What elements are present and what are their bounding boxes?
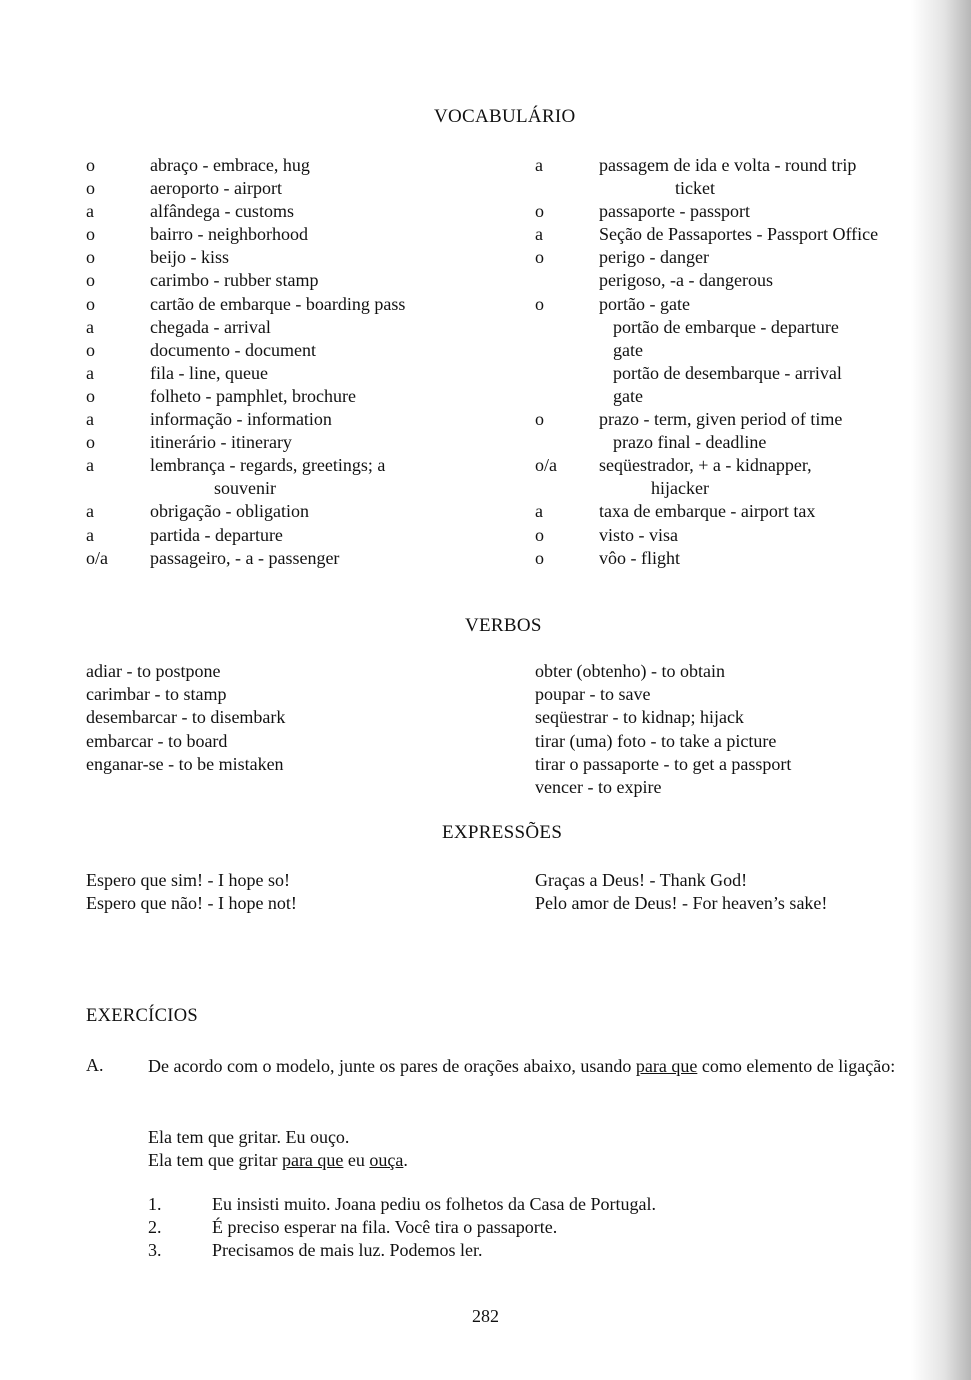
vocab-entry (535, 547, 935, 570)
vocab-entry (86, 269, 526, 292)
vocab-article: a (86, 455, 94, 476)
vocab-article: a (86, 316, 94, 337)
vocab-term: hijacker (651, 478, 709, 499)
vocab-entry (86, 316, 526, 339)
vocab-term: obrigação - obligation (150, 501, 309, 522)
vocab-entry (535, 431, 935, 454)
vocab-article: o (535, 201, 544, 222)
vocab-article (535, 477, 599, 500)
verb-entry: vencer - to expire (535, 777, 662, 798)
vocab-article: o (535, 524, 544, 545)
vocab-article: o (86, 432, 95, 453)
vocab-article: o (86, 339, 95, 360)
exercise-item-text: Eu insisti muito. Joana pediu os folhetos da Casa de Portugal. (212, 1194, 656, 1214)
vocab-article (535, 316, 599, 339)
vocab-term: alfândega - customs (150, 201, 294, 222)
vocab-entry (86, 547, 526, 570)
vocab-article: o (86, 178, 95, 199)
vocab-article: o (535, 547, 544, 568)
vocab-term: prazo final - deadline (613, 432, 767, 453)
vocab-entry (86, 385, 526, 408)
vocab-entry (535, 362, 935, 385)
exercise-a-items (148, 1193, 656, 1263)
verb-entry: carimbar - to stamp (86, 684, 227, 705)
vocab-article: a (86, 409, 94, 430)
vocab-term: aeroporto - airport (150, 178, 282, 199)
exercise-item-number: 1. (148, 1194, 162, 1214)
vocab-term: portão de desembarque - arrival (613, 362, 842, 383)
verb-entry: adiar - to postpone (86, 661, 221, 681)
vocab-term: prazo - term, given period of time (599, 409, 843, 430)
exercise-item (148, 1193, 656, 1216)
vocab-term: perigo - danger (599, 247, 709, 268)
vocab-entry (86, 408, 526, 431)
vocab-article: o (535, 409, 544, 430)
vocab-entry (535, 177, 935, 200)
vocabulary-left-column (86, 154, 526, 570)
vocab-term: informação - information (150, 409, 332, 430)
vocab-term: Seção de Passaportes - Passport Office (599, 224, 879, 245)
vocab-entry (86, 477, 526, 500)
exercise-a-instructions: De acordo com o modelo, junte os pares de orações abaixo, usando para que como elemento de ligação: (148, 1056, 896, 1076)
verb-entry: embarcar - to board (86, 730, 228, 751)
vocab-entry (86, 293, 526, 316)
vocab-term: documento - document (150, 339, 316, 360)
vocab-article: o (86, 155, 95, 175)
vocabulary-right-column (535, 154, 935, 570)
exercise-item-text: É preciso esperar na fila. Você tira o passaporte. (212, 1217, 558, 1238)
keyword-para-que: para que (635, 1056, 698, 1076)
exercicios-heading: EXERCÍCIOS (86, 1006, 198, 1026)
vocab-article (535, 269, 599, 292)
vocab-entry (535, 454, 935, 477)
verbs-right-column (535, 660, 791, 799)
vocab-article: a (86, 201, 94, 222)
expressions-right-column (535, 869, 827, 915)
vocab-term: taxa de embarque - airport tax (599, 501, 816, 522)
vocab-article (535, 385, 599, 408)
verbs-left-column (86, 660, 285, 776)
vocab-term: passaporte - passport (599, 201, 750, 222)
exercise-item-text: Precisamos de mais luz. Podemos ler. (212, 1240, 483, 1261)
exercise-item (148, 1216, 656, 1239)
vocab-term: beijo - kiss (150, 247, 229, 268)
vocab-term: abraço - embrace, hug (150, 155, 310, 175)
vocab-term: souvenir (214, 478, 276, 499)
vocab-term: ticket (675, 178, 715, 199)
exercise-item-number: 3. (148, 1240, 162, 1261)
vocab-term: vôo - flight (599, 547, 680, 568)
vocab-entry (86, 500, 526, 523)
model-line-1: Ela tem que gritar. Eu ouço. (148, 1127, 350, 1147)
expressions-left-column (86, 869, 297, 915)
vocab-entry (86, 177, 526, 200)
vocab-entry (535, 223, 935, 246)
vocab-entry (535, 200, 935, 223)
vocab-term: fila - line, queue (150, 362, 268, 383)
vocab-entry (535, 385, 935, 408)
vocab-article: o (535, 293, 544, 314)
vocab-article (535, 431, 599, 454)
vocab-term: gate (613, 339, 643, 360)
vocab-term: perigoso, -a - dangerous (599, 270, 773, 291)
expression-entry: Graças a Deus! - Thank God! (535, 870, 748, 890)
vocab-article (535, 177, 599, 200)
vocabulario-heading: VOCABULÁRIO (434, 106, 576, 127)
vocab-article: o/a (86, 547, 108, 568)
expression-entry: Pelo amor de Deus! - For heaven’s sake! (535, 893, 828, 914)
expressoes-heading: EXPRESSÕES (442, 822, 563, 843)
verb-entry: enganar-se - to be mistaken (86, 753, 284, 774)
vocab-article: a (535, 501, 543, 522)
vocab-term: seqüestrador, + a - kidnapper, (599, 455, 812, 476)
vocab-term: passageiro, - a - passenger (150, 547, 340, 568)
verb-entry: poupar - to save (535, 684, 651, 705)
vocab-article: o (86, 293, 95, 314)
vocab-entry (535, 316, 935, 339)
vocab-term: passagem de ida e volta - round trip (599, 155, 857, 175)
vocab-entry (535, 269, 935, 292)
vocab-entry (535, 500, 935, 523)
vocab-entry (86, 431, 526, 454)
vocab-article: o (86, 247, 95, 268)
vocab-entry (86, 223, 526, 246)
vocab-article: o (86, 385, 95, 406)
vocab-article: a (535, 155, 543, 175)
verb-entry: obter (obtenho) - to obtain (535, 661, 725, 681)
vocab-term: carimbo - rubber stamp (150, 270, 319, 291)
vocab-term: cartão de embarque - boarding pass (150, 293, 406, 314)
verb-entry: seqüestrar - to kidnap; hijack (535, 707, 744, 728)
vocab-term: visto - visa (599, 524, 678, 545)
vocab-article: o (86, 270, 95, 291)
verb-entry: tirar (uma) foto - to take a picture (535, 730, 777, 751)
vocab-article (86, 477, 150, 500)
vocab-article: a (86, 501, 94, 522)
exercise-a-model (148, 1126, 408, 1172)
vocab-entry (535, 477, 935, 500)
vocab-entry (86, 246, 526, 269)
vocab-article: o/a (535, 455, 557, 476)
vocab-article: o (86, 224, 95, 245)
vocab-term: lembrança - regards, greetings; a (150, 455, 386, 476)
vocab-term: chegada - arrival (150, 316, 271, 337)
vocab-entry (86, 154, 526, 177)
exercise-a-label: A. (86, 1055, 104, 1075)
vocab-article: o (535, 247, 544, 268)
vocab-term: portão - gate (599, 293, 690, 314)
vocab-article: a (86, 524, 94, 545)
vocab-entry (535, 408, 935, 431)
vocab-entry (535, 246, 935, 269)
vocab-term: bairro - neighborhood (150, 224, 308, 245)
vocab-entry (86, 200, 526, 223)
vocab-entry (535, 154, 935, 177)
exercise-item (148, 1239, 656, 1262)
vocab-article (535, 339, 599, 362)
vocab-term: portão de embarque - departure (613, 316, 839, 337)
verb-entry: desembarcar - to disembark (86, 707, 286, 728)
vocab-entry (86, 454, 526, 477)
vocab-entry (535, 524, 935, 547)
expression-entry: Espero que não! - I hope not! (86, 893, 297, 914)
vocab-article: a (86, 362, 94, 383)
page-number: 282 (472, 1306, 499, 1326)
vocab-term: partida - departure (150, 524, 283, 545)
expression-entry: Espero que sim! - I hope so! (86, 870, 290, 890)
vocab-article: a (535, 224, 543, 245)
model-line-2: Ela tem que gritar para que eu ouça. (148, 1150, 408, 1170)
vocab-entry (86, 524, 526, 547)
vocab-term: itinerário - itinerary (150, 432, 292, 453)
vocab-entry (535, 293, 935, 316)
verbos-heading: VERBOS (465, 615, 542, 636)
verb-entry: tirar o passaporte - to get a passport (535, 753, 792, 774)
vocab-article (535, 362, 599, 385)
vocab-entry (535, 339, 935, 362)
vocab-entry (86, 362, 526, 385)
vocab-term: gate (613, 385, 643, 406)
vocab-term: folheto - pamphlet, brochure (150, 385, 356, 406)
exercise-item-number: 2. (148, 1217, 162, 1238)
vocab-entry (86, 339, 526, 362)
